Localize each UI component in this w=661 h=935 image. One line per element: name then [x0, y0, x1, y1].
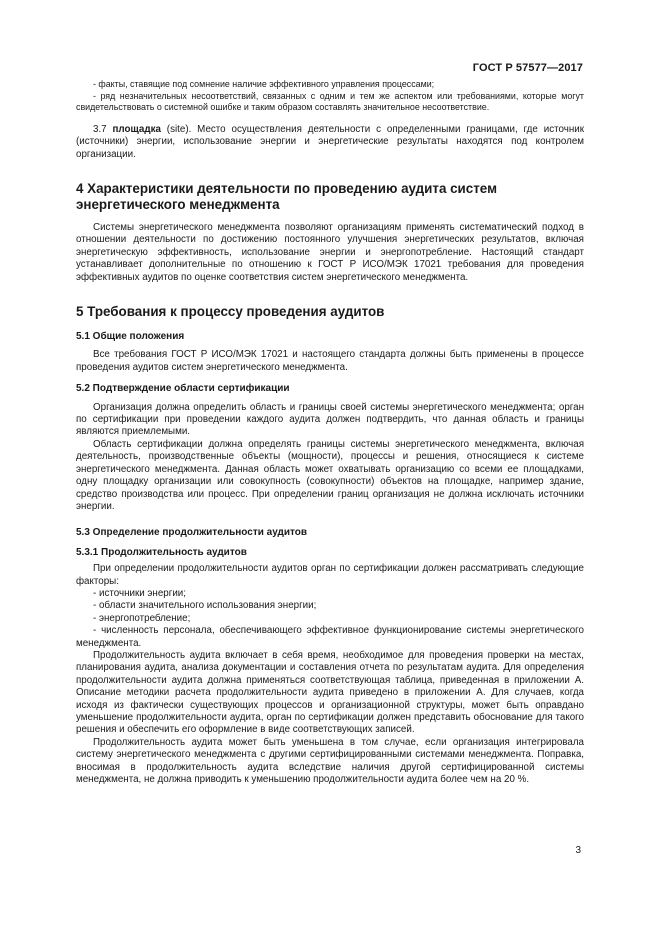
factor-item-3: - энергопотребление; [93, 612, 191, 624]
subsection-5-3-1-paragraph-1: При определении продолжительности аудитов орган по сертификации должен рассматривать следующие факторы: [76, 563, 584, 587]
term-3-7 [76, 124, 584, 161]
section-5-title: 5 Требования к процессу проведения аудитов [76, 304, 385, 320]
intro-list [76, 79, 584, 114]
intro-list-item-1: - факты, ставящие под сомнение наличие эффективного управления процессами; [93, 79, 435, 89]
page-content [76, 79, 584, 786]
subsection-5-3-1-title: 5.3.1 Продолжительность аудитов [76, 546, 247, 558]
term-name: площадка [112, 123, 161, 135]
section-4-title: 4 Характеристики деятельности по проведению аудита систем энергетического менеджмента [76, 181, 497, 212]
subsection-5-2-paragraph-2: Область сертификации должна определять границы системы энергетического менеджмента, включая деятельность, производственные объекты (мощности), процессы и решения, относящиеся к системе энергетического менеджмента. Данная область может охватывать организацию со всеми ее площадками, одну площадку организации или совокупность (совокупности) объектов на площадке, например здание, средство производства или процесс. При определении границ организация не должна исключать источники энергии. [76, 438, 584, 512]
subsection-5-3-title: 5.3 Определение продолжительности аудитов [76, 527, 308, 539]
subsection-5-2-paragraph-1: Организация должна определить область и границы своей системы энергетического менеджмента; орган по сертификации при проведении каждого аудита должен подтвердить, что данная область и границы являются приемлемыми. [76, 401, 584, 438]
term-definition: (site). Место осуществления деятельности с определенными границами, где источник (источники) энергии, использование энергии и энергетические результаты находятся под контролем организации. [76, 123, 584, 160]
subsection-5-3-1-paragraph-3: Продолжительность аудита может быть уменьшена в том случае, если организация интегрировала систему энергетического менеджмента с другими сертифицированными системами менеджмента. Поправка, вносимая в продолжительность аудита вследствие наличия другой сертифицированной системы менеджмента, не должна приводить к уменьшению продолжительности аудита более чем на 20 %. [76, 736, 584, 786]
subsection-5-2-title: 5.2 Подтверждение области сертификации [76, 383, 290, 395]
page-number: 3 [575, 845, 581, 856]
section-4-paragraph: Системы энергетического менеджмента позволяют организациям применять систематический подход в отношении деятельности по достижению постоянного улучшения энергетических результатов, включая энергетическую эффективность, использование энергии и энергопотребление. Настоящий стандарт устанавливает дополнительные по отношению к ГОСТ Р ИСО/МЭК 17021 требования для проведения эффективных аудитов по оценке соответствия систем энергетического менеджмента. [76, 222, 584, 283]
term-number: 3.7 [93, 123, 107, 135]
factor-item-4: - численность персонала, обеспечивающего эффективное функционирование системы энергетического менеджмента. [76, 625, 584, 649]
factor-item-1: - источники энергии; [93, 587, 186, 599]
subsection-5-1-paragraph: Все требования ГОСТ Р ИСО/МЭК 17021 и настоящего стандарта должны быть применены в процессе проведения аудитов систем энергетического менеджмента. [76, 349, 584, 373]
subsection-5-1-title: 5.1 Общие положения [76, 331, 185, 343]
subsection-5-3-1-paragraph-2: Продолжительность аудита включает в себя время, необходимое для проведения проверки на местах, планирования аудита, анализа документации и составления отчета по результатам аудита. Для определения продолжительности аудита должна применяться соответствующая таблица, приведенная в приложении А. Описание методики расчета продолжительности аудита приведено в приложении А. Для случаев, когда исходя из фактически существующих процессов и организационной структуры, может быть оправдано уменьшение продолжительности аудита, орган по сертификации должен представить обоснование для такого решения и обеспечить его оформление в виде соответствующих записей. [76, 649, 584, 736]
document-code-header: ГОСТ Р 57577—2017 [472, 62, 583, 74]
factor-item-2: - области значительного использования энергии; [93, 600, 317, 612]
intro-list-item-2: - ряд незначительных несоответствий, связанных с одним и тем же аспектом или требованиями, которые могут свидетельствовать о системной ошибке и таким образом составлять значительное несоответствие. [76, 90, 584, 113]
